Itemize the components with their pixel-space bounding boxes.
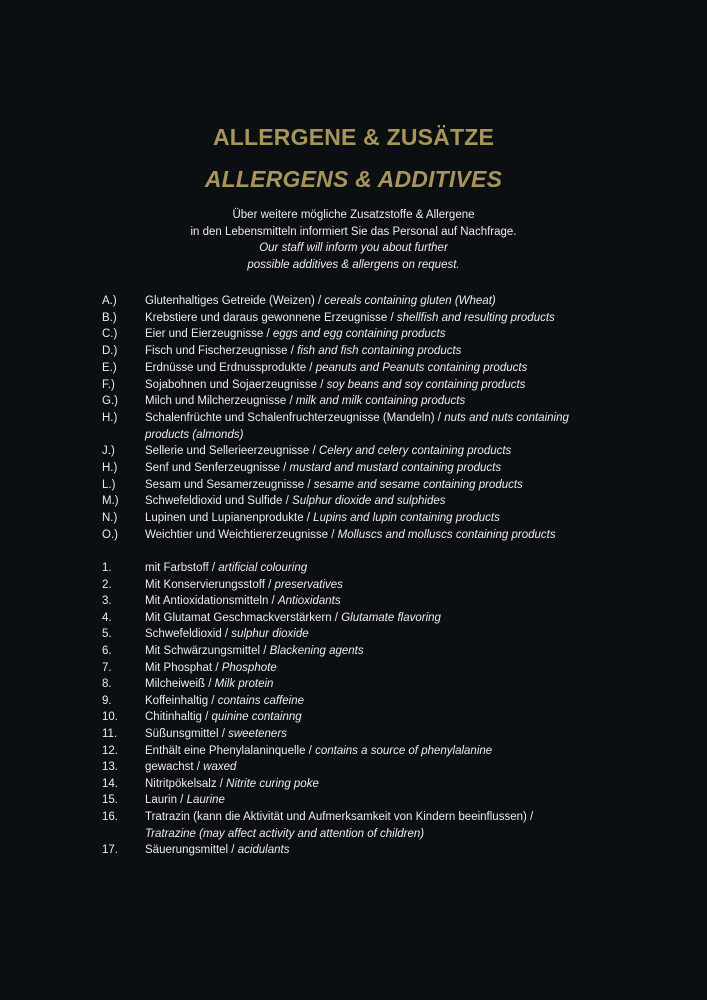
item-english: milk and milk containing products: [295, 395, 466, 408]
item-german: Lupinen und Lupianenprodukte /: [145, 512, 314, 525]
item-key: 13.: [102, 761, 118, 774]
item-english: acidulants: [237, 844, 290, 857]
allergens-list: [102, 293, 612, 544]
allergen-item: [102, 360, 612, 377]
item-english: cereals containing gluten (Wheat): [324, 295, 496, 307]
item-english: contains caffeine: [217, 694, 304, 707]
item-key: E.): [102, 361, 117, 374]
item-text: [145, 709, 612, 726]
item-german: Weichtier und Weichtiererzeugnisse /: [145, 528, 338, 541]
item-text: [145, 293, 612, 310]
item-text: [145, 643, 612, 660]
item-key: J.): [102, 445, 115, 458]
additive-item: [102, 743, 612, 760]
item-key: N.): [102, 512, 118, 525]
item-german: Milch und Milcherzeugnisse /: [145, 395, 296, 408]
additive-item: [102, 776, 612, 793]
item-english: Phosphote: [221, 661, 277, 674]
item-english: contains a source of phenylalanine: [315, 744, 493, 757]
item-german: Sellerie und Sellerieerzeugnisse /: [145, 445, 319, 458]
item-german: mit Farbstoff /: [145, 562, 219, 574]
item-german: gewachst /: [145, 761, 204, 774]
additive-item: [102, 676, 612, 693]
allergen-item: [102, 510, 612, 527]
additive-item: [102, 577, 612, 594]
item-german: Süßunsgmittel /: [145, 727, 229, 740]
item-german: Sesam und Sesamerzeugnisse /: [145, 478, 314, 491]
item-english: sesame and sesame containing products: [313, 478, 523, 491]
item-key: 15.: [102, 794, 118, 807]
item-text: [145, 360, 612, 377]
item-text: [145, 560, 612, 577]
additive-item: [102, 842, 612, 859]
item-english: shellfish and resulting products: [396, 311, 555, 324]
item-key: 7.: [102, 661, 112, 674]
item-text: [145, 410, 612, 443]
additive-item: [102, 809, 612, 842]
intro-text: [0, 207, 707, 273]
item-text: [145, 626, 612, 643]
additive-item: [102, 610, 612, 627]
additive-item: [102, 759, 612, 776]
item-english: Glutamate flavoring: [341, 611, 441, 624]
item-text: [145, 610, 612, 627]
item-key: 14.: [102, 777, 118, 790]
item-text: [145, 377, 612, 394]
allergen-item: [102, 326, 612, 343]
allergen-item: [102, 343, 612, 360]
item-key: B.): [102, 311, 117, 324]
item-key: 3.: [102, 595, 112, 608]
item-text: [145, 660, 612, 677]
intro-german-line-2: in den Lebensmitteln informiert Sie das Personal auf Nachfrage.: [190, 225, 517, 238]
item-text: [145, 693, 612, 710]
item-german: Eier und Eierzeugnisse /: [145, 328, 273, 341]
item-german: Mit Antioxidationsmitteln /: [145, 595, 278, 608]
item-german: Erdnüsse und Erdnussprodukte /: [145, 361, 316, 374]
item-key: C.): [102, 328, 118, 341]
item-english: Milk protein: [214, 678, 274, 691]
item-text: [145, 577, 612, 594]
item-english: peanuts and Peanuts containing products: [315, 361, 528, 374]
item-text: [145, 310, 612, 327]
item-key: O.): [102, 528, 118, 541]
item-english: waxed: [203, 761, 237, 774]
item-key: 17.: [102, 844, 118, 857]
item-key: 16.: [102, 810, 118, 823]
item-text: [145, 743, 612, 760]
item-text: [145, 460, 612, 477]
item-english: Celery and celery containing products: [318, 445, 512, 458]
item-german: Senf und Senferzeugnisse /: [145, 462, 290, 475]
item-english: fish and fish containing products: [297, 345, 462, 358]
item-english: mustard and mustard containing products: [289, 462, 502, 475]
item-text: [145, 759, 612, 776]
item-text: [145, 527, 612, 544]
item-text: [145, 443, 612, 460]
allergen-item: [102, 493, 612, 510]
item-german: Schwefeldioxid /: [145, 628, 232, 641]
item-english: Molluscs and molluscs containing products: [337, 528, 556, 541]
allergen-item: [102, 443, 612, 460]
item-english: Laurine: [186, 794, 225, 807]
item-key: 9.: [102, 694, 112, 707]
item-key: 11.: [102, 727, 118, 740]
item-german: Koffeinhaltig /: [145, 694, 218, 707]
item-key: 4.: [102, 611, 112, 624]
allergen-item: [102, 460, 612, 477]
item-key: G.): [102, 395, 118, 408]
additive-item: [102, 660, 612, 677]
additive-item: [102, 643, 612, 660]
additive-item: [102, 593, 612, 610]
item-key: D.): [102, 345, 118, 358]
item-german: Nitritpökelsalz /: [145, 777, 227, 790]
item-key: 8.: [102, 678, 112, 691]
item-german: Mit Glutamat Geschmackverstärkern /: [145, 611, 342, 624]
item-text: [145, 792, 612, 809]
item-english: nuts and nuts containing: [444, 411, 569, 424]
item-english: Antioxidants: [277, 595, 341, 608]
item-text: [145, 809, 612, 842]
item-german: Mit Phosphat /: [145, 661, 222, 674]
item-key: H.): [102, 411, 118, 424]
item-english: quinine containng: [211, 711, 302, 724]
item-key: H.): [102, 462, 118, 475]
additive-item: [102, 726, 612, 743]
item-text: [145, 726, 612, 743]
additives-list: [102, 560, 612, 859]
item-key: L.): [102, 478, 116, 491]
item-key: 1.: [102, 562, 112, 574]
allergen-item: [102, 410, 612, 443]
item-german: Mit Konservierungsstoff /: [145, 578, 275, 591]
item-german: Mit Schwärzungsmittel /: [145, 644, 270, 657]
item-german: Chitinhaltig /: [145, 711, 212, 724]
item-english: eggs and egg containing products: [272, 328, 446, 341]
intro-english-line-1: Our staff will inform you about further: [259, 242, 448, 254]
additive-item: [102, 626, 612, 643]
item-key: 10.: [102, 711, 118, 724]
item-english-continued: products (almonds): [145, 428, 244, 441]
allergen-item: [102, 310, 612, 327]
item-text: [145, 842, 612, 859]
item-german: Tratrazin (kann die Aktivität und Aufmerksamkeit von Kindern beeinflussen) /: [145, 810, 534, 823]
allergen-item: [102, 477, 612, 494]
allergen-item: [102, 393, 612, 410]
allergen-item: [102, 293, 612, 310]
item-german: Säuerungsmittel /: [145, 844, 238, 857]
item-text: [145, 393, 612, 410]
additive-item: [102, 693, 612, 710]
item-english: Sulphur dioxide and sulphides: [292, 495, 446, 508]
additive-item: [102, 792, 612, 809]
item-key: F.): [102, 378, 115, 391]
item-german: Sojabohnen und Sojaerzeugnisse /: [145, 378, 327, 391]
item-english: preservatives: [274, 578, 343, 591]
item-english: sweeteners: [228, 727, 287, 740]
item-english: artificial colouring: [218, 562, 308, 574]
page-title-german: ALLERGENE & ZUSÄTZE: [212, 124, 495, 150]
item-german: Fisch und Fischerzeugnisse /: [145, 345, 298, 358]
item-german: Schalenfrüchte und Schalenfruchterzeugnisse (Mandeln) /: [145, 411, 445, 424]
item-text: [145, 676, 612, 693]
item-german: Milcheiweiß /: [145, 678, 215, 691]
additive-item: [102, 560, 612, 577]
item-key: 2.: [102, 578, 112, 591]
item-german: Laurin /: [145, 794, 187, 807]
item-german: Schwefeldioxid und Sulfide /: [145, 495, 293, 508]
item-english: sulphur dioxide: [231, 628, 309, 641]
item-english: Nitrite curing poke: [226, 777, 319, 790]
intro-german-line-1: Über weitere mögliche Zusatzstoffe & Allergene: [232, 209, 475, 221]
item-english: Blackening agents: [269, 644, 364, 657]
item-key: A.): [102, 295, 117, 307]
item-text: [145, 776, 612, 793]
additive-item: [102, 709, 612, 726]
item-german: Enthält eine Phenylalaninquelle /: [145, 744, 316, 757]
item-english: Lupins and lupin containing products: [313, 512, 500, 525]
item-key: 6.: [102, 644, 112, 657]
item-key: 5.: [102, 628, 112, 641]
intro-english-line-2: possible additives & allergens on request.: [247, 258, 460, 271]
item-key: M.): [102, 495, 119, 508]
item-english-continued: Tratrazine (may affect activity and attention of children): [145, 827, 425, 840]
allergen-item: [102, 527, 612, 544]
item-german: Glutenhaltiges Getreide (Weizen) /: [145, 295, 325, 307]
item-text: [145, 510, 612, 527]
page-title-english: ALLERGENS & ADDITIVES: [204, 166, 503, 192]
item-text: [145, 343, 612, 360]
allergen-item: [102, 377, 612, 394]
item-german: Krebstiere und daraus gewonnene Erzeugnisse /: [145, 311, 397, 324]
item-text: [145, 593, 612, 610]
item-key: 12.: [102, 744, 118, 757]
item-text: [145, 477, 612, 494]
item-text: [145, 493, 612, 510]
item-text: [145, 326, 612, 343]
item-english: soy beans and soy containing products: [326, 378, 526, 391]
